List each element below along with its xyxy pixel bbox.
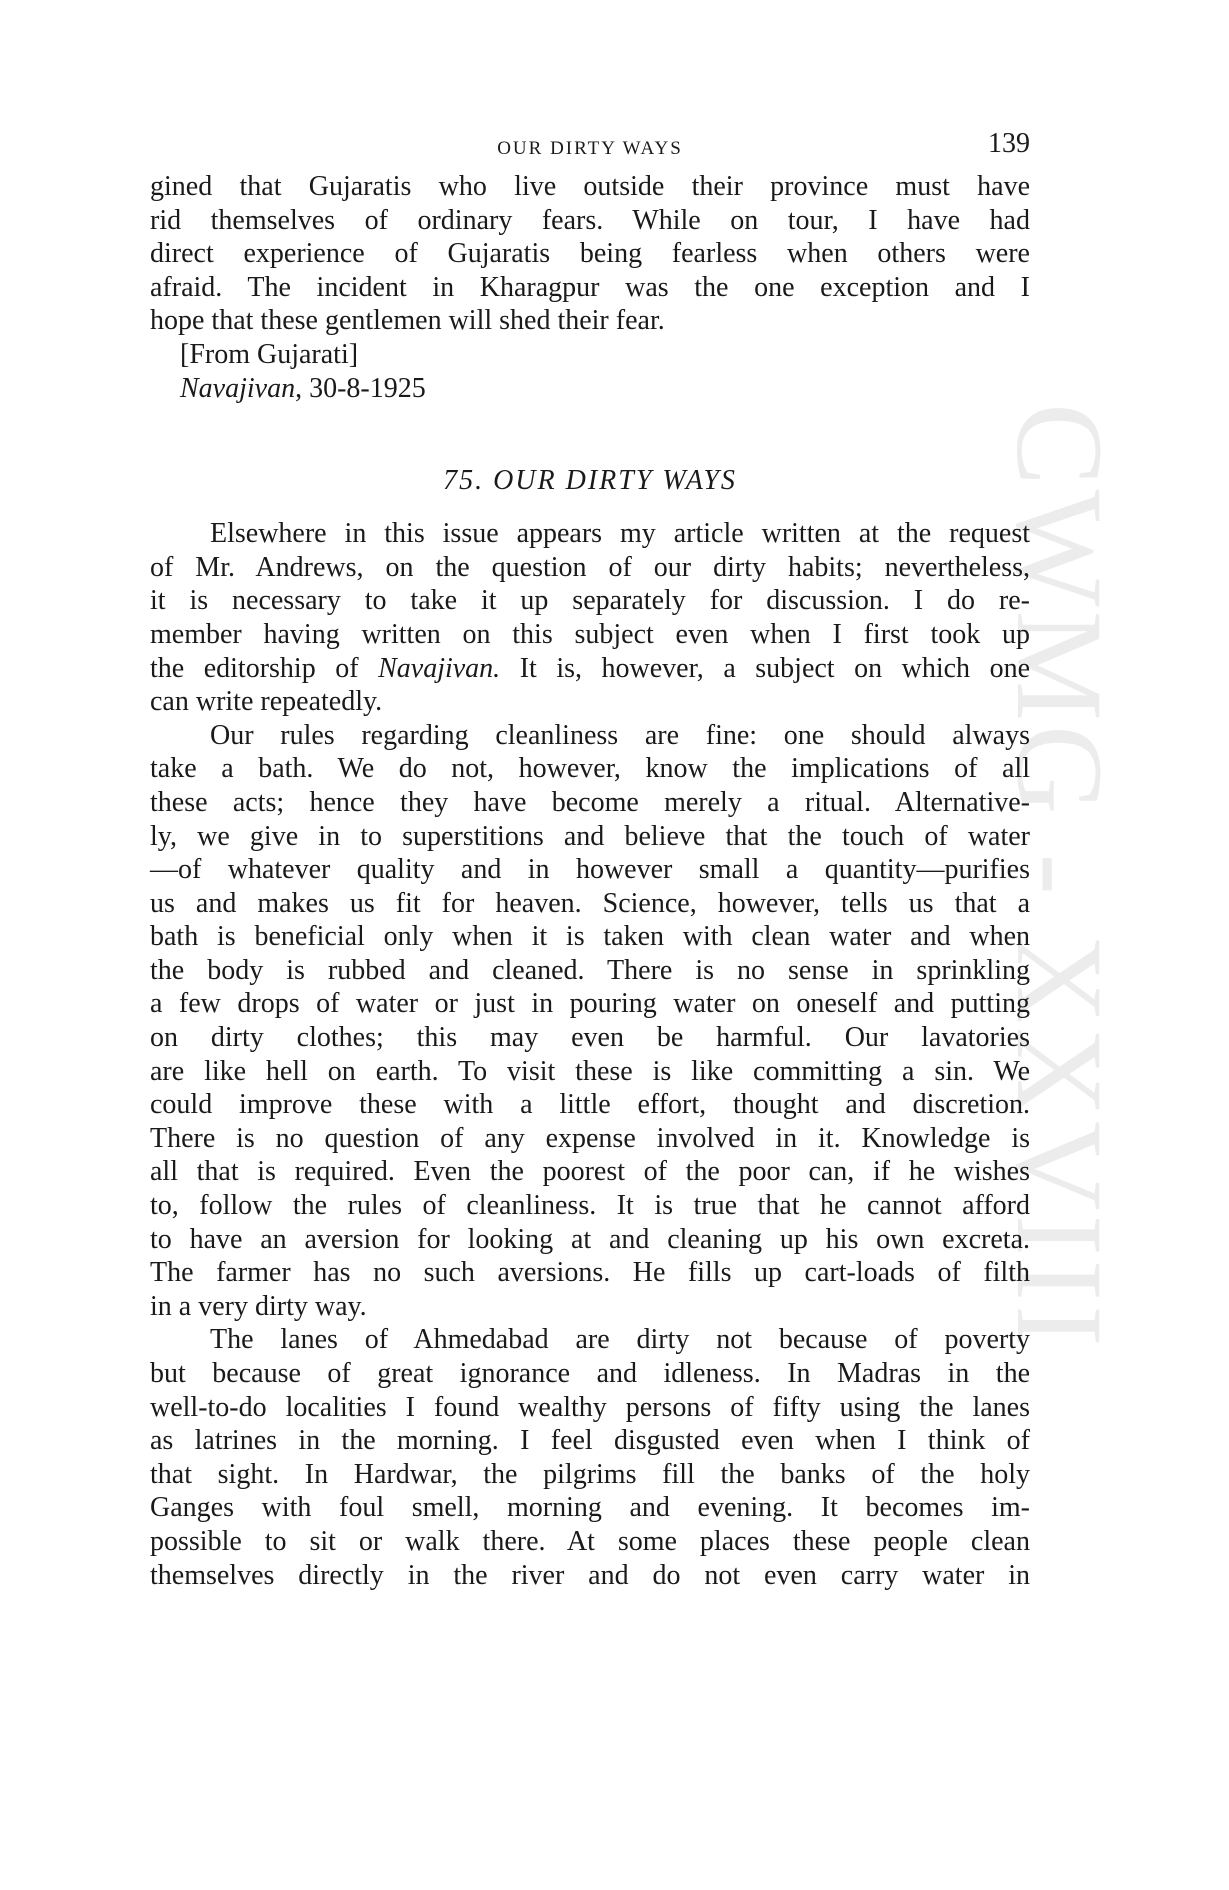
page-number: 139 xyxy=(988,128,1030,159)
text-line: these acts; hence they have become merely a ritual. Alternative- xyxy=(150,786,1030,818)
text-line: that sight. In Hardwar, the pilgrims fill the banks of the holy xyxy=(150,1458,1030,1490)
continuation-paragraph xyxy=(150,170,1030,338)
text-line: The lanes of Ahmedabad are dirty not because of poverty xyxy=(210,1324,1030,1356)
text-line: themselves directly in the river and do not even carry water in xyxy=(150,1559,1030,1591)
text-line: bath is beneficial only when it is taken with clean water and when xyxy=(150,921,1030,953)
text-line: but because of great ignorance and idleness. In Madras in the xyxy=(150,1358,1030,1389)
source-date: , 30-8-1925 xyxy=(295,372,426,404)
text-line: to have an aversion for looking at and cleaning up his own excreta. xyxy=(150,1223,1030,1255)
text-line: member having written on this subject even when I first took up xyxy=(150,618,1030,650)
text-line: direct experience of Gujaratis being fearless when others were xyxy=(150,238,1030,270)
watermark: CWMG - XXVIII xyxy=(991,403,1128,1351)
text-line: to, follow the rules of cleanliness. It is true that he cannot afford xyxy=(150,1190,1030,1222)
text-line: are like hell on earth. To visit these is like committing a sin. We xyxy=(150,1055,1030,1087)
text-line: possible to sit or walk there. At some places these people clean xyxy=(150,1525,1030,1557)
body-text xyxy=(150,170,1030,1592)
running-title: OUR DIRTY WAYS xyxy=(497,138,683,159)
text-fragment: It is, however, a subject on which one xyxy=(500,652,1030,684)
text-line: of Mr. Andrews, on the question of our dirty habits; nevertheless, xyxy=(150,551,1030,583)
page xyxy=(150,124,1030,1592)
text-line: all that is required. Even the poorest of the poor can, if he wishes xyxy=(150,1156,1030,1188)
page-header xyxy=(150,124,1030,170)
text-line: ly, we give in to superstitions and believe that the touch of water xyxy=(150,820,1030,852)
text-line: There is no question of any expense involved in it. Knowledge is xyxy=(150,1122,1030,1154)
text-fragment: the editorship of xyxy=(150,652,359,684)
text-line: —of whatever quality and in however small a quantity—purifies xyxy=(150,854,1030,886)
text-line: can write repeatedly. xyxy=(150,686,383,718)
text-line: on dirty clothes; this may even be harmful. Our lavatories xyxy=(150,1022,1030,1054)
text-line: as latrines in the morning. I feel disgusted even when I think of xyxy=(150,1425,1030,1457)
article-title: OUR DIRTY WAYS xyxy=(493,465,737,497)
text-line: a few drops of water or just in pouring water on oneself and putting xyxy=(150,988,1030,1020)
source-citation xyxy=(180,372,1030,406)
text-line: Our rules regarding cleanliness are fine: one should always xyxy=(210,719,1030,751)
source-publication: Navajivan xyxy=(180,372,296,404)
publication-name: Navajivan. xyxy=(378,652,501,684)
text-line xyxy=(150,652,1030,686)
article-heading xyxy=(150,461,1030,501)
text-line: well-to-do localities I found wealthy persons of fifty using the lanes xyxy=(150,1391,1030,1423)
article-paragraph-3 xyxy=(150,1323,1030,1592)
text-line: in a very dirty way. xyxy=(150,1290,367,1322)
text-line: take a bath. We do not, however, know the implications of all xyxy=(150,753,1030,785)
article-paragraph-2 xyxy=(150,719,1030,1324)
text-line: Ganges with foul smell, morning and evening. It becomes im- xyxy=(150,1492,1030,1524)
text-line: The farmer has no such aversions. He fills up cart-loads of filth xyxy=(150,1257,1030,1289)
text-line: Elsewhere in this issue appears my article written at the request xyxy=(210,518,1030,550)
text-line: gined that Gujaratis who live outside their province must have xyxy=(150,171,1030,202)
article-number: 75. xyxy=(443,465,485,497)
source-note: [From Gujarati] xyxy=(180,338,359,370)
text-line: hope that these gentlemen will shed their fear. xyxy=(150,305,665,337)
article-paragraph-1 xyxy=(150,517,1030,719)
text-line: it is necessary to take it up separately for discussion. I do re- xyxy=(150,585,1030,617)
text-line: rid themselves of ordinary fears. While on tour, I have had xyxy=(150,204,1030,236)
text-line: the body is rubbed and cleaned. There is no sense in sprinkling xyxy=(150,954,1030,986)
text-line: afraid. The incident in Kharagpur was the one exception and I xyxy=(150,271,1030,303)
text-line: could improve these with a little effort, thought and discretion. xyxy=(150,1089,1030,1121)
text-line: us and makes us fit for heaven. Science, however, tells us that a xyxy=(150,887,1030,919)
